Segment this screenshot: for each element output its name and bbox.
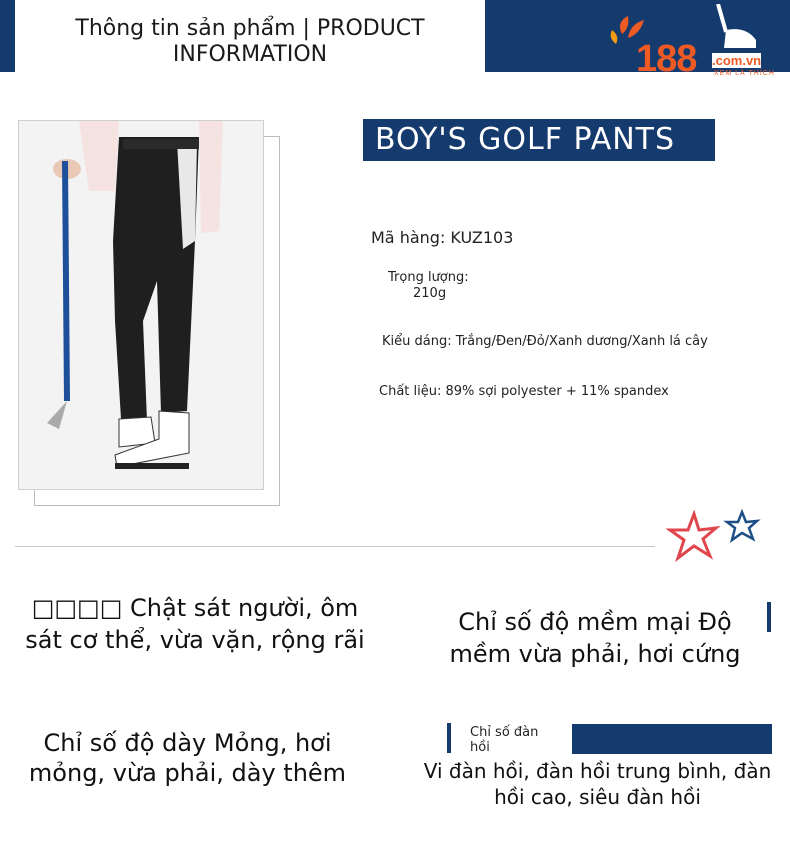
product-code: Mã hàng: KUZ103 xyxy=(371,228,514,247)
softness-index: Chỉ số độ mềm mại Độ mềm vừa phải, hơi cứng xyxy=(449,608,741,668)
logo-number: 188 xyxy=(636,38,697,80)
thickness-index: Chỉ số độ dày Mỏng, hơi mỏng, vừa phải, dày thêm xyxy=(28,729,347,787)
elastic-band xyxy=(572,724,772,754)
product-style: Kiểu dáng: Trắng/Đen/Đỏ/Xanh dương/Xanh lá cây xyxy=(382,334,708,349)
elastic-accent-bar xyxy=(447,723,451,753)
elastic-label: Chỉ số đàn hồi xyxy=(470,725,539,755)
weight-value: 210g xyxy=(413,286,447,301)
product-material: Chất liệu: 89% sợi polyester + 11% spandex xyxy=(379,384,669,399)
elasticity-index: Vi đàn hồi, đàn hồi trung bình, đàn hồi cao, siêu đàn hồi xyxy=(423,759,772,809)
product-photo xyxy=(18,120,264,490)
weight-label: Trọng lượng: xyxy=(388,270,469,285)
section-divider xyxy=(15,546,655,547)
fit-index: □□□□ Chật sát người, ôm sát cơ thể, vừa vặn, rộng rãi xyxy=(25,594,365,654)
stars-icon xyxy=(666,508,766,568)
golf-pants-model-icon xyxy=(19,121,264,490)
logo-domain: .com.vn xyxy=(712,53,762,68)
page-title: Thông tin sản phẩm | PRODUCT INFORMATION xyxy=(75,16,425,67)
product-weight xyxy=(388,270,469,302)
product-title: BOY'S GOLF PANTS xyxy=(363,119,715,161)
softness-accent-bar xyxy=(767,602,771,632)
logo-slogan: XEM LÀ THÍCH xyxy=(714,70,775,77)
